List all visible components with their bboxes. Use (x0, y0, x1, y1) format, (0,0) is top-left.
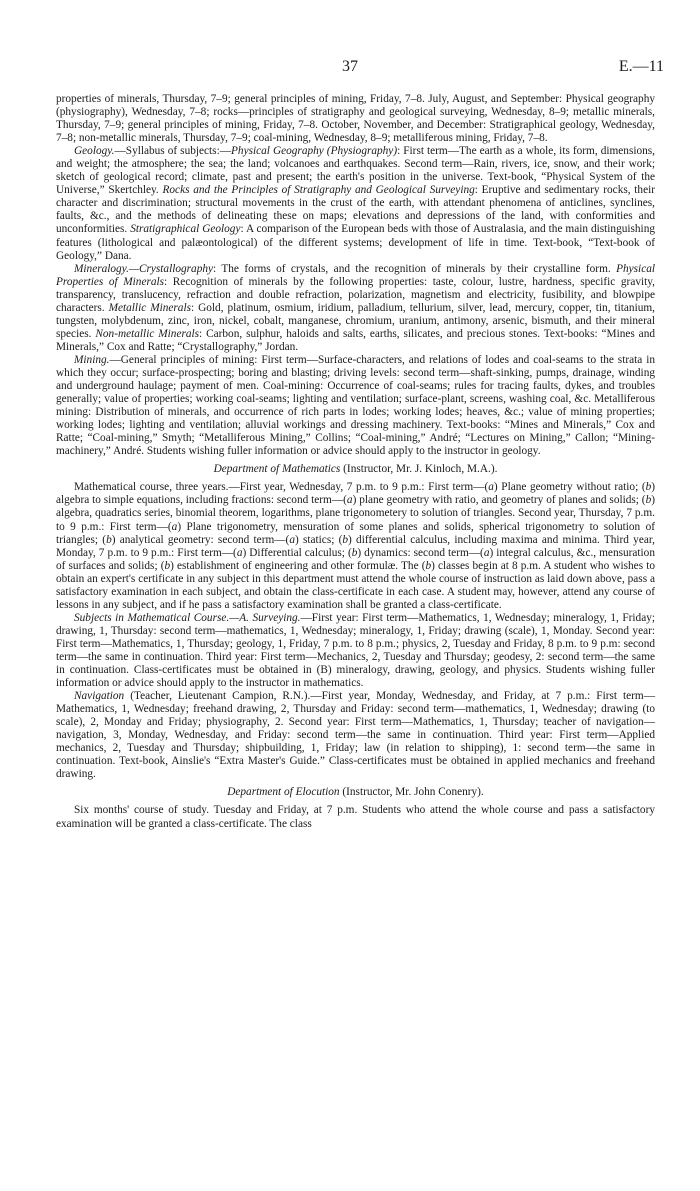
text-run: (Instructor, Mr. J. Kinloch, M.A.). (340, 463, 498, 476)
italic-text: Metallic Minerals (108, 301, 191, 314)
document-body (56, 93, 655, 831)
text-run: —Syllabus of subjects:— (114, 145, 232, 158)
text-run: —General principles of mining: First term—Surface-characters, and relations of lodes and coal-seams to the strata in which they occur; surface-prospecting; boring and blasting; driving levels: second term—shaft-sinking, pumps, drainage, winding and underground haulage; payment of men. Coal-mining: Occurrence of coal-seams; rules for tracing faults, dykes, and troubles generally; value of properties; working coal-seams; lighting and ventilation; surface-plant, screens, washing coal, &c. Metalliferous mining: Distribution of minerals, and occurrence of rich parts in lodes; working lodes; heaves, &c.; value of mining properties; working lodes; lighting and ventilation; alluvial workings and dressing machinery. Text-books: “Mines and Minerals,” Cox and Ratte; “Coal-mining,” Smyth; “Metalliferous Mining,” Collins; “Coal-mining,” André; “Lectures on Mining,” Callon; “Mining-machinery,” André. Students wishing fuller information or advice should apply to the instructor in geology. (56, 353, 655, 458)
italic-text: b (645, 494, 652, 507)
italic-text: Physical Properties of Minerals (56, 262, 655, 288)
text-run: Mathematical course, three years.—First year, Wednesday, 7 p.m. to 9 p.m.: First term—( (74, 481, 489, 494)
text-run: : Eruptive and sedimentary rocks, their character and discrimination; structural movements in the crust of the earth, with attendant phenomena of anticlines, synclines, faults, &c., and the methods of delineating these on maps; elevations and depressions of the land, with conformities and unconformities. (56, 184, 655, 236)
text-run: properties of minerals, Thursday, 7–9; general principles of mining, Friday, 7–8. July, August, and September: Physical geography (physiography), Wednesday, 7–8; rocks—principles of stratigraphy and geological surveying, Wednesday, 8–9; metallic minerals, Thursday, 7–9; general principles of mining, Friday, 7–8. October, November, and December: Stratigraphical geology, Wednesday, 7–8; non-metallic minerals, Thursday, 7–9; coal-mining, Wednesday, 8–9; metalliferous mining, Friday, 7–8. (56, 93, 655, 145)
section-heading (56, 786, 655, 799)
text-run: ) Plane trigonometry, mensuration of some planes and solids, spherical trigonometry to solution of triangles; ( (56, 520, 655, 546)
text-run: (Instructor, Mr. John Conenry). (339, 786, 484, 799)
document-reference: E.—11 (618, 58, 664, 75)
italic-text: b (164, 559, 171, 572)
italic-text: Geology. (74, 145, 115, 158)
italic-text: a (236, 546, 243, 559)
italic-text: Department of Elocution (227, 786, 340, 799)
italic-text: b (645, 481, 652, 494)
text-run: ) Differential calculus; ( (242, 546, 352, 559)
text-run: ) analytical geometry: second term—( (111, 533, 290, 546)
text-run: (Teacher, Lieutenant Campion, R.N.).—First year, Monday, Wednesday, and Friday, at 7 p.m.: First term—Mathematics, 1, Wednesday; freehand drawing, 2, Thursday and Friday: second term—mathematics, 1, Wednesday; drawing (to scale), 2, Monday and Friday; physiography, 2. Second year: First term—Mathematics, 1, Thursday; teacher of navigation—navigation, 3, Monday, Wednesday, and Friday: second term—the same in continuation. Third year: First term—Applied mechanics, 2, Tuesday and Thursday; shipbuilding, 1, Friday; law (in relation to shipping), 1: second term—the same in continuation. Text-book, Ainslie's “Extra Master's Guide.” Class-certificates must be obtained in applied mechanics and freehand drawing. (56, 690, 655, 781)
italic-text: b (351, 546, 358, 559)
italic-text: Non-metallic Minerals (95, 327, 200, 340)
italic-text: Rocks and the Principles of Stratigraphy and Geological Surveying (162, 184, 475, 197)
paragraph (56, 145, 655, 262)
text-run: ) algebra, quadratics series, binomial theorem, logarithms, plane trigonometery to solution of triangles. Second year, Thursday, 7 p.m. to 9 p.m.: First term—( (56, 494, 655, 533)
text-run: : Carbon, sulphur, haloids and salts, earths, silicates, and precious stones. Text-books: “Mines and Minerals,” Cox and Ratte; “Crystallography,” Jordan. (56, 327, 655, 353)
italic-text: a (289, 533, 295, 546)
text-run: ) integral calculus, &c., mensuration of surfaces and solids; ( (56, 546, 655, 572)
text-run: ) algebra to simple equations, including fractions: second term—( (56, 481, 656, 507)
paragraph (56, 804, 655, 830)
text-run: ) differential calculus, including maxima and minima. Third year, Monday, 7 p.m. to 9 p.m.: First term—( (56, 533, 655, 559)
text-run: : A comparison of the European beds with those of Australasia, and the main distinguishing features (lithological and palæontological) of the different systems; development of life in time. Text-book, “Text-book of Geology,” Dana. (56, 223, 655, 262)
italic-text: b (106, 533, 112, 546)
paragraph (56, 612, 655, 690)
text-run: ) establishment of engineering and other formulæ. The ( (170, 559, 426, 572)
italic-text: a (488, 481, 494, 494)
italic-text: Mineralogy.—Crystallography (74, 262, 214, 275)
text-run: ) statics; ( (294, 533, 343, 546)
italic-text: Navigation (74, 690, 125, 703)
text-run: Six months' course of study. Tuesday and Friday, at 7 p.m. Students who attend the whole course and pass a satisfactory examination will be granted a class-certificate. The class (56, 804, 655, 830)
italic-text: a (171, 520, 178, 533)
text-run: ) dynamics: second term—( (357, 546, 484, 559)
italic-text: Department of Mathematics (213, 463, 341, 476)
italic-text: b (425, 559, 432, 572)
text-run: ) plane geometry with ratio, and geometry of planes and solids; ( (352, 494, 646, 507)
italic-text: a (483, 546, 490, 559)
italic-text: Physical Geography (Physiography) (231, 145, 398, 158)
text-run: : The forms of crystals, and the recognition of minerals by their crystalline form. (213, 262, 617, 275)
text-run: —First year: First term—Mathematics, 1, Wednesday; mineralogy, 1, Friday; drawing, 1, Thursday: second term—mathematics, 1, Wednesday; mineralogy, 1, Friday; drawing (scale), 1, Monday. Second year: First term—Mathematics, 1, Thursday; geology, 1, Friday, 7 p.m. to 8 p.m.; physics, 2, Tuesday and Friday, 8 p.m. to 9 p.m: second term—the same in continuation. Third year: First term—Mechanics, 2, Tuesday and Thursday; geodesy, 2: second term—the same in continuation. Class-certificates must be obtained in (B) mineralogy, drawing, geology, and physics. Students wishing fuller information or advice should apply to the instructor in mathematics. (56, 611, 655, 690)
paragraph (56, 481, 655, 611)
paragraph (56, 354, 655, 458)
paragraph (56, 263, 655, 354)
text-run: ) classes begin at 8 p.m. A student who wishes to obtain an expert's certificate in any subject in this department must attend the whole course of instruction as laid down above, pass a satisfactory examination in each subject, and obtain the class-certificate in each case. A student may, however, attend any course of lessons in any subject, and if he pass a satisfactory examination shall be granted a class-certificate. (56, 559, 655, 611)
page-number: 37 (342, 58, 358, 75)
text-run: : Recognition of minerals by the following properties: taste, colour, lustre, hardness, specific gravity, transparency, translucency, refraction and double refraction, polarization, magnetism and electricity, fusibility, and blowpipe characters. (56, 275, 655, 314)
paragraph (56, 690, 655, 781)
italic-text: Mining. (74, 353, 110, 366)
section-heading (56, 463, 655, 476)
paragraph (56, 93, 655, 145)
italic-text: Subjects in Mathematical Course.—A. Surveying. (74, 611, 301, 624)
text-run: : First term—The earth as a whole, its form, dimensions, and weight; the atmosphere; the sea; the land; volcanoes and earthquakes. Second term—Rain, rivers, ice, snow, and their work; sketch of geological record; climate, past and present; the earth's position in the universe. Text-book, “Physical System of the Universe,” Skertchley. (56, 145, 655, 197)
text-run: : Gold, platinum, osmium, iridium, palladium, tellurium, silver, lead, mercury, copper, tin, titanium, tungsten, molybdenum, zinc, iron, nickel, cobalt, manganese, chromium, uranium, antimony, arsenic, bismuth, and their mineral species. (56, 301, 655, 340)
italic-text: a (346, 494, 353, 507)
text-run: ) Plane geometry without ratio; ( (493, 481, 646, 494)
italic-text: Stratigraphical Geology (130, 223, 241, 236)
italic-text: b (342, 533, 349, 546)
